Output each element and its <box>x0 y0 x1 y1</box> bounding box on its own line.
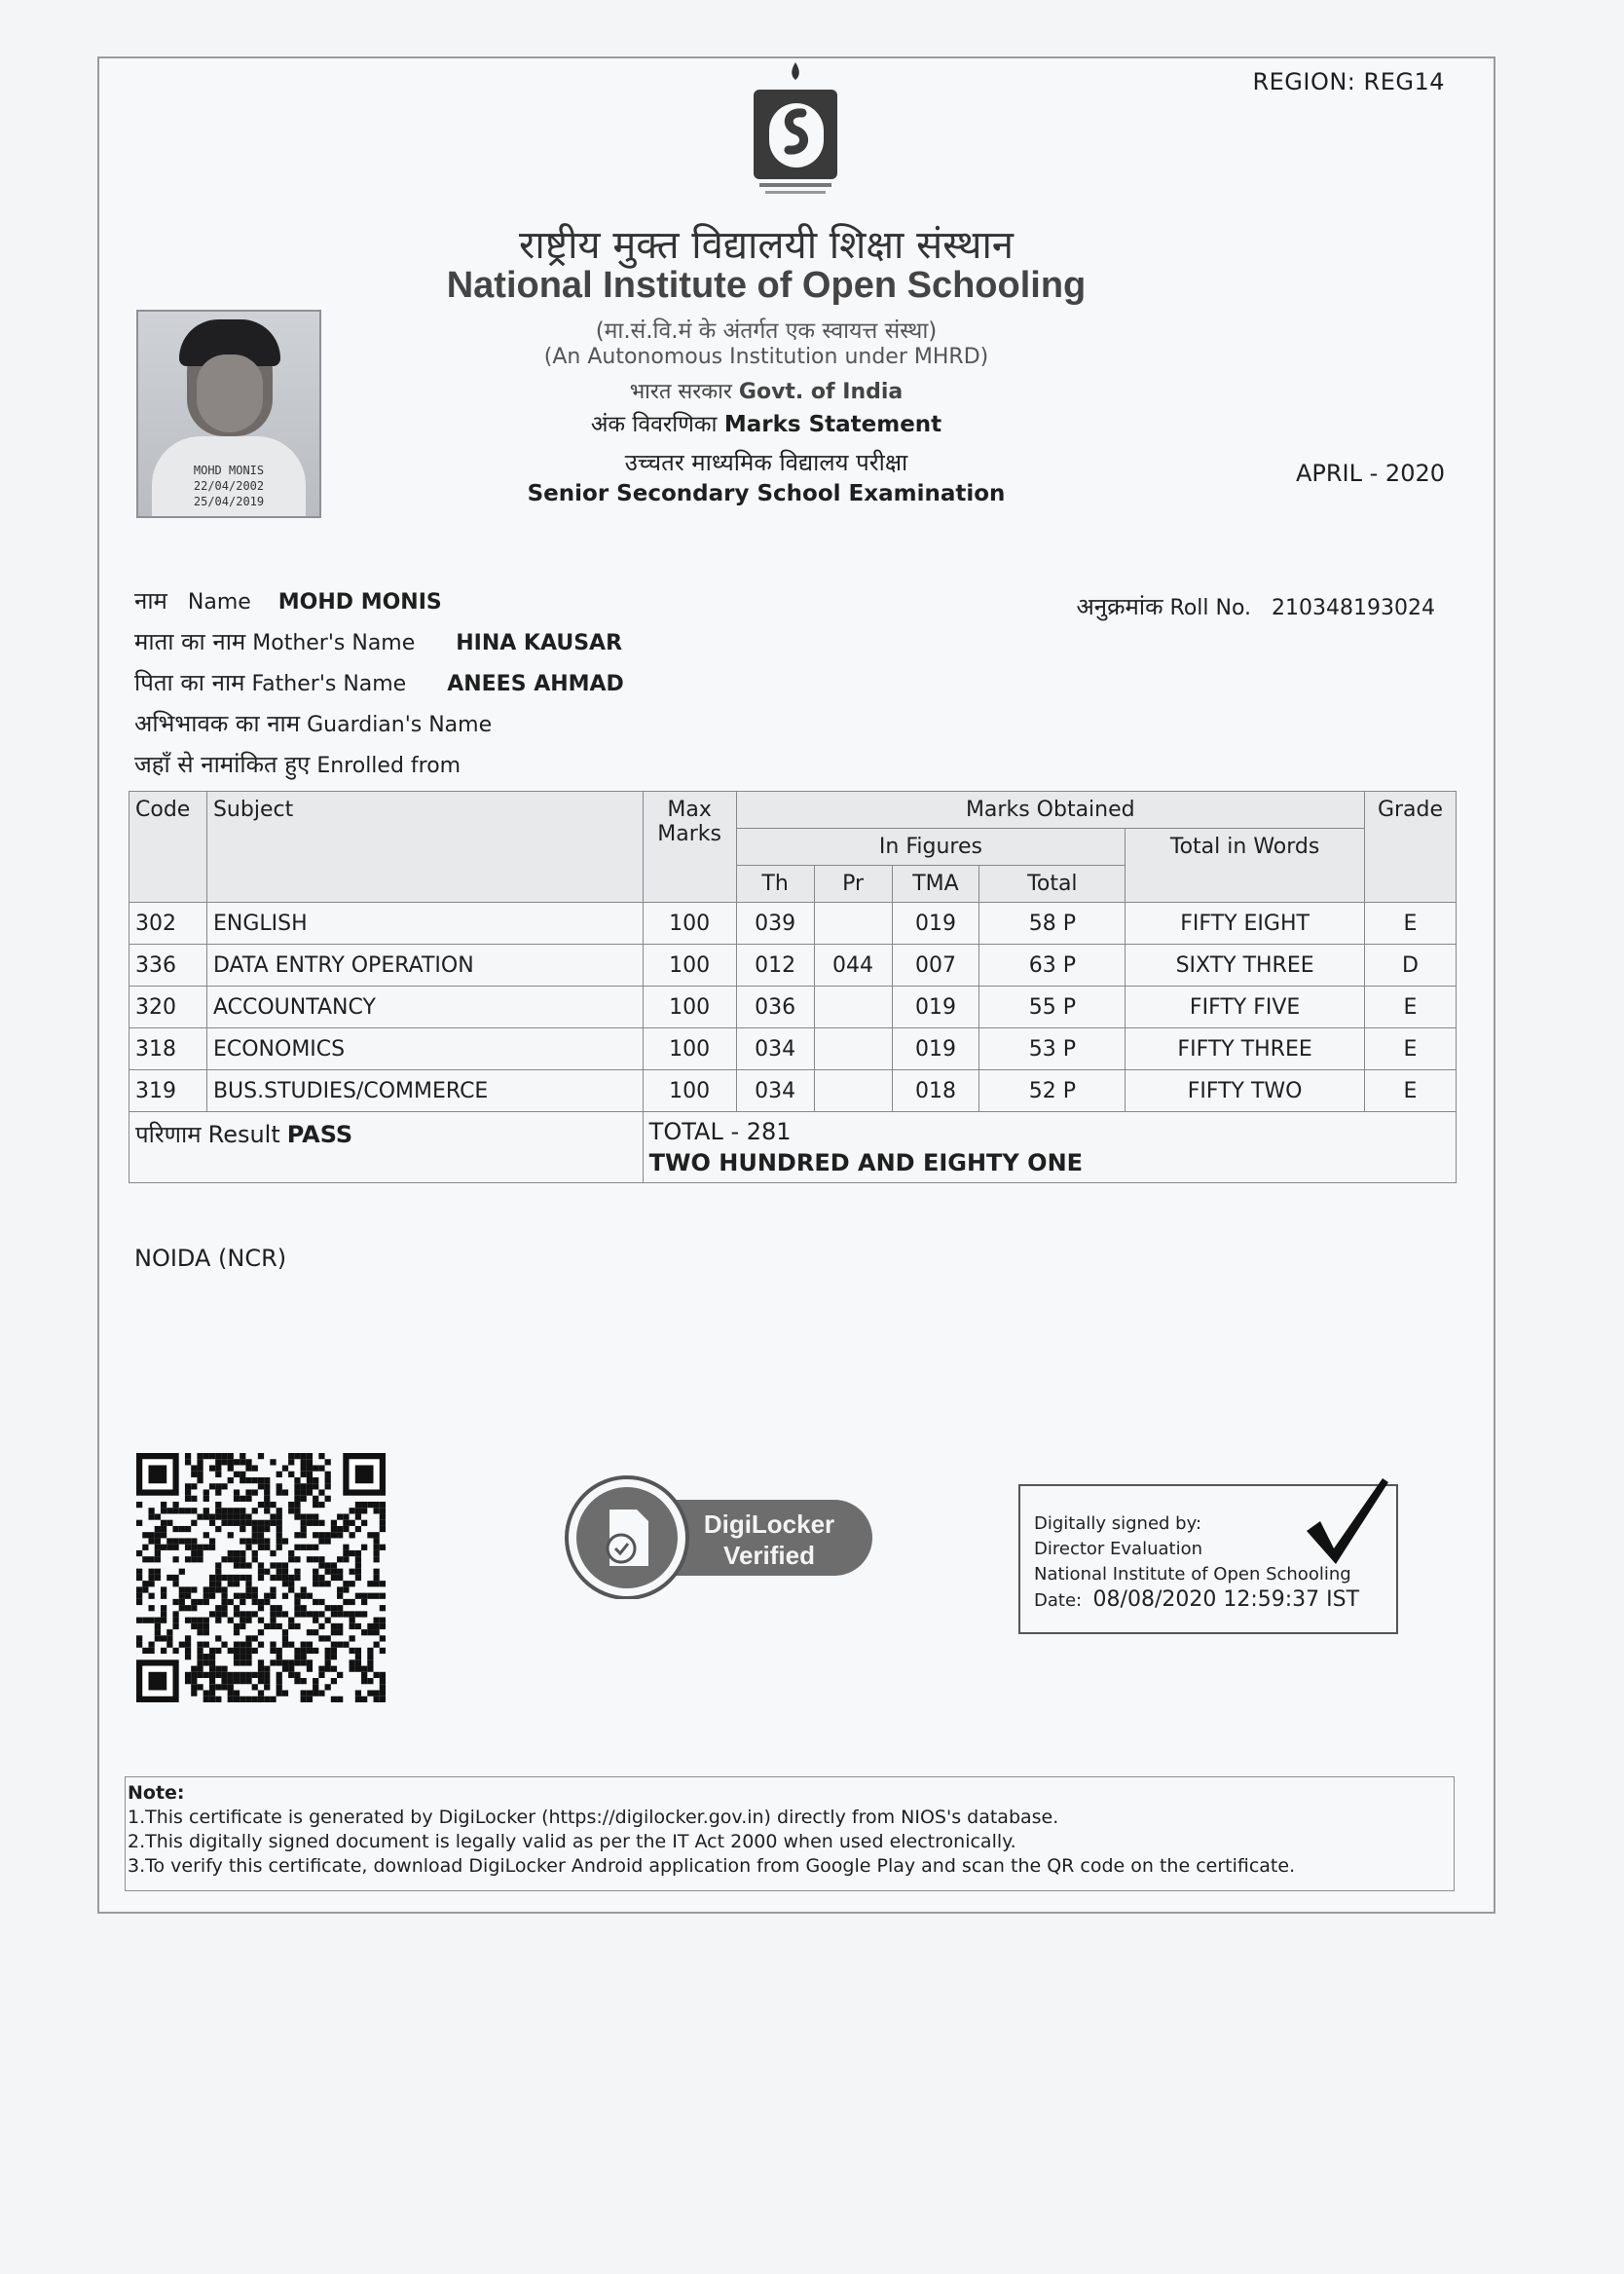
cell-grade: E <box>1364 1028 1456 1070</box>
digital-signature-box <box>1018 1484 1398 1634</box>
cell-words: SIXTY THREE <box>1126 945 1365 987</box>
candidate-photo <box>136 310 321 518</box>
signed-by-label: Digitally signed by: <box>1034 1513 1202 1534</box>
exam-title: Senior Secondary School Examination <box>527 481 1006 506</box>
cell-subject: DATA ENTRY OPERATION <box>206 945 643 987</box>
digilocker-verified-badge <box>565 1473 876 1599</box>
header-code: Code <box>129 792 207 903</box>
header-max-marks: Max Marks <box>643 792 736 903</box>
cell-max: 100 <box>643 987 736 1028</box>
cell-grade: D <box>1364 945 1456 987</box>
result-value: PASS <box>286 1121 353 1148</box>
roll-number: 210348193024 <box>1272 596 1435 620</box>
header-total-in-words: Total in Words <box>1126 829 1365 903</box>
govt-english: Govt. of India <box>738 380 904 404</box>
cell-th: 039 <box>736 903 814 945</box>
region-code: REGION: REG14 <box>1252 68 1445 95</box>
cell-tma: 007 <box>892 945 979 987</box>
name-row <box>134 584 442 616</box>
cell-th: 034 <box>736 1028 814 1070</box>
total-marks: TOTAL - 281 <box>648 1118 792 1145</box>
guardian-row <box>134 707 492 739</box>
photo-caption-date: 25/04/2019 <box>193 495 265 508</box>
cell-code: 320 <box>129 987 207 1028</box>
header-marks-obtained: Marks Obtained <box>736 792 1364 829</box>
header-pr: Pr <box>814 866 892 903</box>
cell-th: 012 <box>736 945 814 987</box>
signature-tick-icon <box>1303 1473 1390 1566</box>
signer-title: Director Evaluation <box>1034 1539 1203 1559</box>
header-subject: Subject <box>206 792 643 903</box>
govt-hindi: भारत सरकार <box>629 380 732 404</box>
enrolled-label: Enrolled from <box>316 754 461 778</box>
institute-title-hindi: राष्ट्रीय मुक्त विद्यालयी शिक्षा संस्थान <box>518 223 1015 268</box>
cell-max: 100 <box>643 1070 736 1112</box>
cell-words: FIFTY EIGHT <box>1126 903 1365 945</box>
cell-grade: E <box>1364 987 1456 1028</box>
cell-pr: 044 <box>814 945 892 987</box>
total-cell <box>643 1112 1456 1183</box>
institute-title: National Institute of Open Schooling <box>446 265 1087 306</box>
result-label-hindi: परिणाम <box>135 1121 202 1148</box>
guardian-label-hindi: अभिभावक का नाम <box>134 710 301 737</box>
candidate-name: MOHD MONIS <box>277 590 442 615</box>
cell-pr <box>814 1070 892 1112</box>
header-in-figures: In Figures <box>736 829 1126 866</box>
cell-code: 319 <box>129 1070 207 1112</box>
cell-subject: ENGLISH <box>206 903 643 945</box>
exam-title-hindi: उच्चतर माध्यमिक विद्यालय परीक्षा <box>624 449 908 476</box>
table-row <box>129 903 1457 945</box>
note-item: 1.This certificate is generated by DigiLocker (https://digilocker.gov.in) directly from NIOS's database. <box>128 1807 1059 1828</box>
marks-statement-heading <box>343 407 1190 438</box>
name-label-hindi: नाम <box>134 587 167 615</box>
total-in-words: TWO HUNDRED AND EIGHTY ONE <box>648 1149 1084 1176</box>
cell-total: 55 P <box>979 987 1126 1028</box>
signature-date-row <box>1034 1587 1359 1612</box>
photo-caption-dob: 22/04/2002 <box>193 479 265 493</box>
roll-label-hindi: अनुक्रमांक <box>1076 593 1163 620</box>
signer-org: National Institute of Open Schooling <box>1034 1564 1351 1584</box>
roll-number-row <box>1076 590 1435 622</box>
cell-tma: 018 <box>892 1070 979 1112</box>
cell-grade: E <box>1364 903 1456 945</box>
cell-th: 034 <box>736 1070 814 1112</box>
father-row <box>134 666 624 698</box>
study-centre: NOIDA (NCR) <box>134 1245 287 1272</box>
father-name: ANEES AHMAD <box>447 672 624 696</box>
mother-label: Mother's Name <box>252 631 416 655</box>
qr-code-icon <box>136 1453 386 1702</box>
notes-title: Note: <box>128 1782 185 1804</box>
cell-max: 100 <box>643 903 736 945</box>
cell-words: FIFTY THREE <box>1126 1028 1365 1070</box>
result-cell <box>129 1112 644 1183</box>
table-row <box>129 987 1457 1028</box>
cell-words: FIFTY TWO <box>1126 1070 1365 1112</box>
result-label: Result <box>207 1121 280 1148</box>
cell-pr <box>814 903 892 945</box>
marks-table <box>129 791 1457 1183</box>
cell-grade: E <box>1364 1070 1456 1112</box>
header-tma: TMA <box>892 866 979 903</box>
cell-tma: 019 <box>892 1028 979 1070</box>
marks-statement-document <box>97 56 1495 1914</box>
guardian-label: Guardian's Name <box>307 713 493 737</box>
cell-pr <box>814 987 892 1028</box>
header-th: Th <box>736 866 814 903</box>
badge-line2: Verified <box>723 1541 815 1570</box>
cell-th: 036 <box>736 987 814 1028</box>
cell-tma: 019 <box>892 903 979 945</box>
cell-tma: 019 <box>892 987 979 1028</box>
table-row <box>129 945 1457 987</box>
result-row <box>129 1112 1457 1183</box>
cell-code: 318 <box>129 1028 207 1070</box>
note-item: 2.This digitally signed document is legally valid as per the IT Act 2000 when used electronically. <box>128 1831 1016 1852</box>
father-label: Father's Name <box>251 672 407 696</box>
cell-code: 336 <box>129 945 207 987</box>
cell-pr <box>814 1028 892 1070</box>
cell-total: 63 P <box>979 945 1126 987</box>
table-row <box>129 1070 1457 1112</box>
cell-subject: BUS.STUDIES/COMMERCE <box>206 1070 643 1112</box>
cell-total: 58 P <box>979 903 1126 945</box>
cell-total: 53 P <box>979 1028 1126 1070</box>
signature-date-label: Date: <box>1034 1590 1083 1611</box>
cell-subject: ECONOMICS <box>206 1028 643 1070</box>
cell-total: 52 P <box>979 1070 1126 1112</box>
cell-subject: ACCOUNTANCY <box>206 987 643 1028</box>
cell-code: 302 <box>129 903 207 945</box>
mother-name: HINA KAUSAR <box>456 631 623 655</box>
enrolled-row <box>134 748 461 780</box>
nios-logo-icon <box>742 60 849 202</box>
cell-max: 100 <box>643 1028 736 1070</box>
cell-max: 100 <box>643 945 736 987</box>
subtitle-english: (An Autonomous Institution under MHRD) <box>543 345 989 369</box>
exam-session: APRIL - 2020 <box>1295 460 1445 487</box>
name-label: Name <box>187 590 251 615</box>
table-row <box>129 1028 1457 1070</box>
notes-box <box>125 1776 1455 1891</box>
subtitle-hindi: (मा.सं.वि.मं के अंतर्गत एक स्वायत्त संस्था) <box>595 318 938 344</box>
note-item: 3.To verify this certificate, download DigiLocker Android application from Google Play and scan the QR code on the certificate. <box>128 1855 1296 1877</box>
photo-face <box>197 354 263 432</box>
roll-label: Roll No. <box>1169 596 1252 620</box>
enrolled-label-hindi: जहाँ से नामांकित हुए <box>134 751 311 778</box>
marks-statement-hindi: अंक विवरणिका <box>590 412 718 437</box>
marks-statement-english: Marks Statement <box>723 412 942 437</box>
cell-words: FIFTY FIVE <box>1126 987 1365 1028</box>
govt-line <box>343 376 1190 405</box>
header-total: Total <box>979 866 1126 903</box>
photo-caption-name: MOHD MONIS <box>193 464 265 477</box>
mother-label-hindi: माता का नाम <box>134 628 246 655</box>
signature-date: 08/08/2020 12:59:37 IST <box>1092 1587 1360 1612</box>
mother-row <box>134 625 622 657</box>
cloud-icon <box>608 1535 635 1562</box>
header-grade: Grade <box>1364 792 1456 903</box>
father-label-hindi: पिता का नाम <box>134 669 245 696</box>
badge-line1: DigiLocker <box>703 1510 835 1539</box>
